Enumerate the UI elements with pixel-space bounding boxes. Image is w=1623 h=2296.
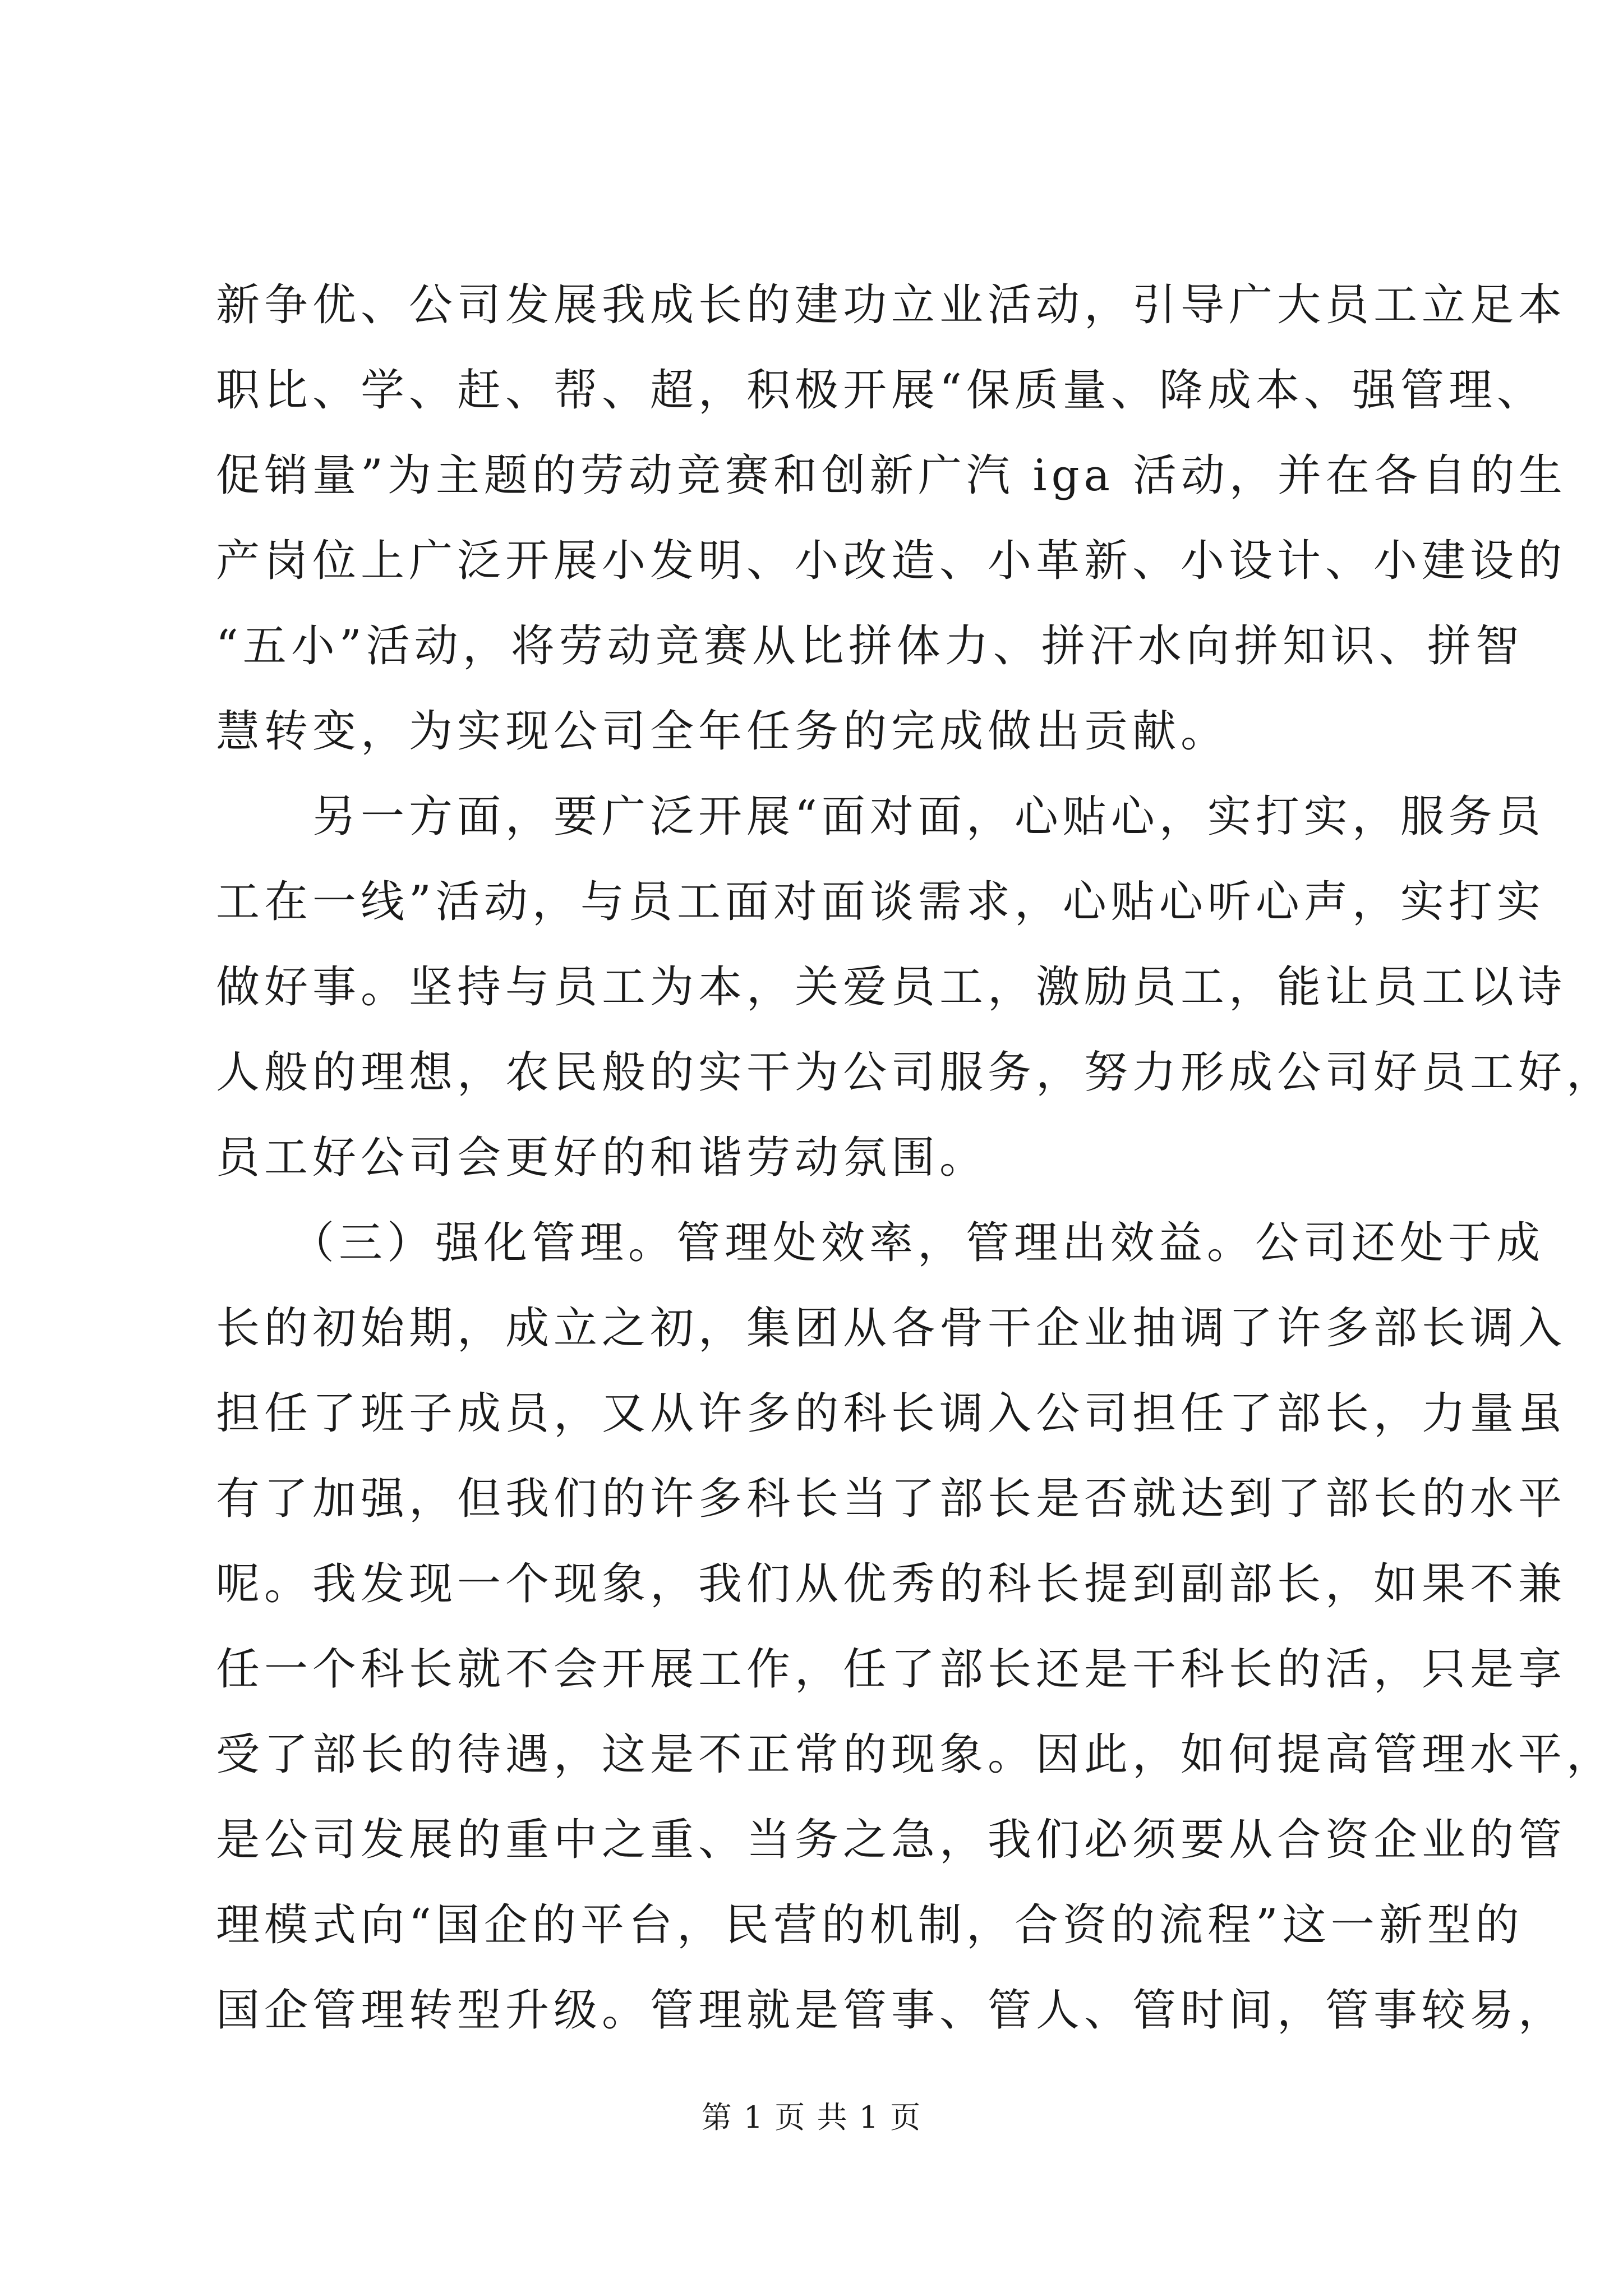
text-line: 有了加强，但我们的许多科长当了部长是否就达到了部长的水平 — [216, 1474, 1567, 1524]
text-line: 任一个科长就不会开展工作，任了部长还是干科长的活，只是享 — [216, 1644, 1567, 1695]
page-number-footer: 第 1 页 共 1 页 — [701, 2100, 922, 2135]
text-line: 受了部长的待遇，这是不正常的现象。因此，如何提高管理水平， — [216, 1729, 1615, 1780]
text-line: 长的初始期，成立之初，集团从各骨干企业抽调了许多部长调入 — [216, 1303, 1567, 1354]
text-line: 做好事。坚持与员工为本，关爱员工，激励员工，能让员工以诗 — [216, 962, 1567, 1013]
text-line: 是公司发展的重中之重、当务之急，我们必须要从合资企业的管 — [216, 1815, 1567, 1865]
text-line: 工在一线”活动，与员工面对面谈需求，心贴心听心声，实打实 — [216, 877, 1545, 927]
text-line: 新争优、公司发展我成长的建功立业活动，引导广大员工立足本 — [216, 280, 1567, 330]
text-line: 国企管理转型升级。管理就是管事、管人、管时间，管事较易， — [216, 1985, 1567, 2036]
body-text — [216, 263, 1615, 2053]
text-line: 产岗位上广泛开展小发明、小改造、小革新、小设计、小建设的 — [216, 536, 1567, 586]
text-line: 人般的理想，农民般的实干为公司服务，努力形成公司好员工好， — [216, 1047, 1615, 1098]
text-line: 另一方面，要广泛开展“面对面，心贴心，实打实，服务员 — [216, 792, 1545, 842]
text-line: 职比、学、赶、帮、超，积极开展“保质量、降成本、强管理、 — [216, 365, 1545, 416]
text-line: 理模式向“国企的平台，民营的机制，合资的流程”这一新型的 — [216, 1900, 1524, 1950]
text-line: 慧转变，为实现公司全年任务的完成做出贡献。 — [216, 706, 1229, 757]
text-line: 担任了班子成员，又从许多的科长调入公司担任了部长，力量虽 — [216, 1388, 1567, 1439]
text-line: （三）强化管理。管理处效率，管理出效益。公司还处于成 — [216, 1218, 1545, 1268]
text-line: 呢。我发现一个现象，我们从优秀的科长提到副部长，如果不兼 — [216, 1559, 1567, 1609]
text-line: “五小”活动，将劳动竞赛从比拼体力、拼汗水向拼知识、拼智 — [216, 621, 1524, 671]
text-line: 促销量”为主题的劳动竞赛和创新广汽 iga 活动，并在各自的生 — [216, 450, 1567, 501]
text-line: 员工好公司会更好的和谐劳动氛围。 — [216, 1133, 988, 1183]
